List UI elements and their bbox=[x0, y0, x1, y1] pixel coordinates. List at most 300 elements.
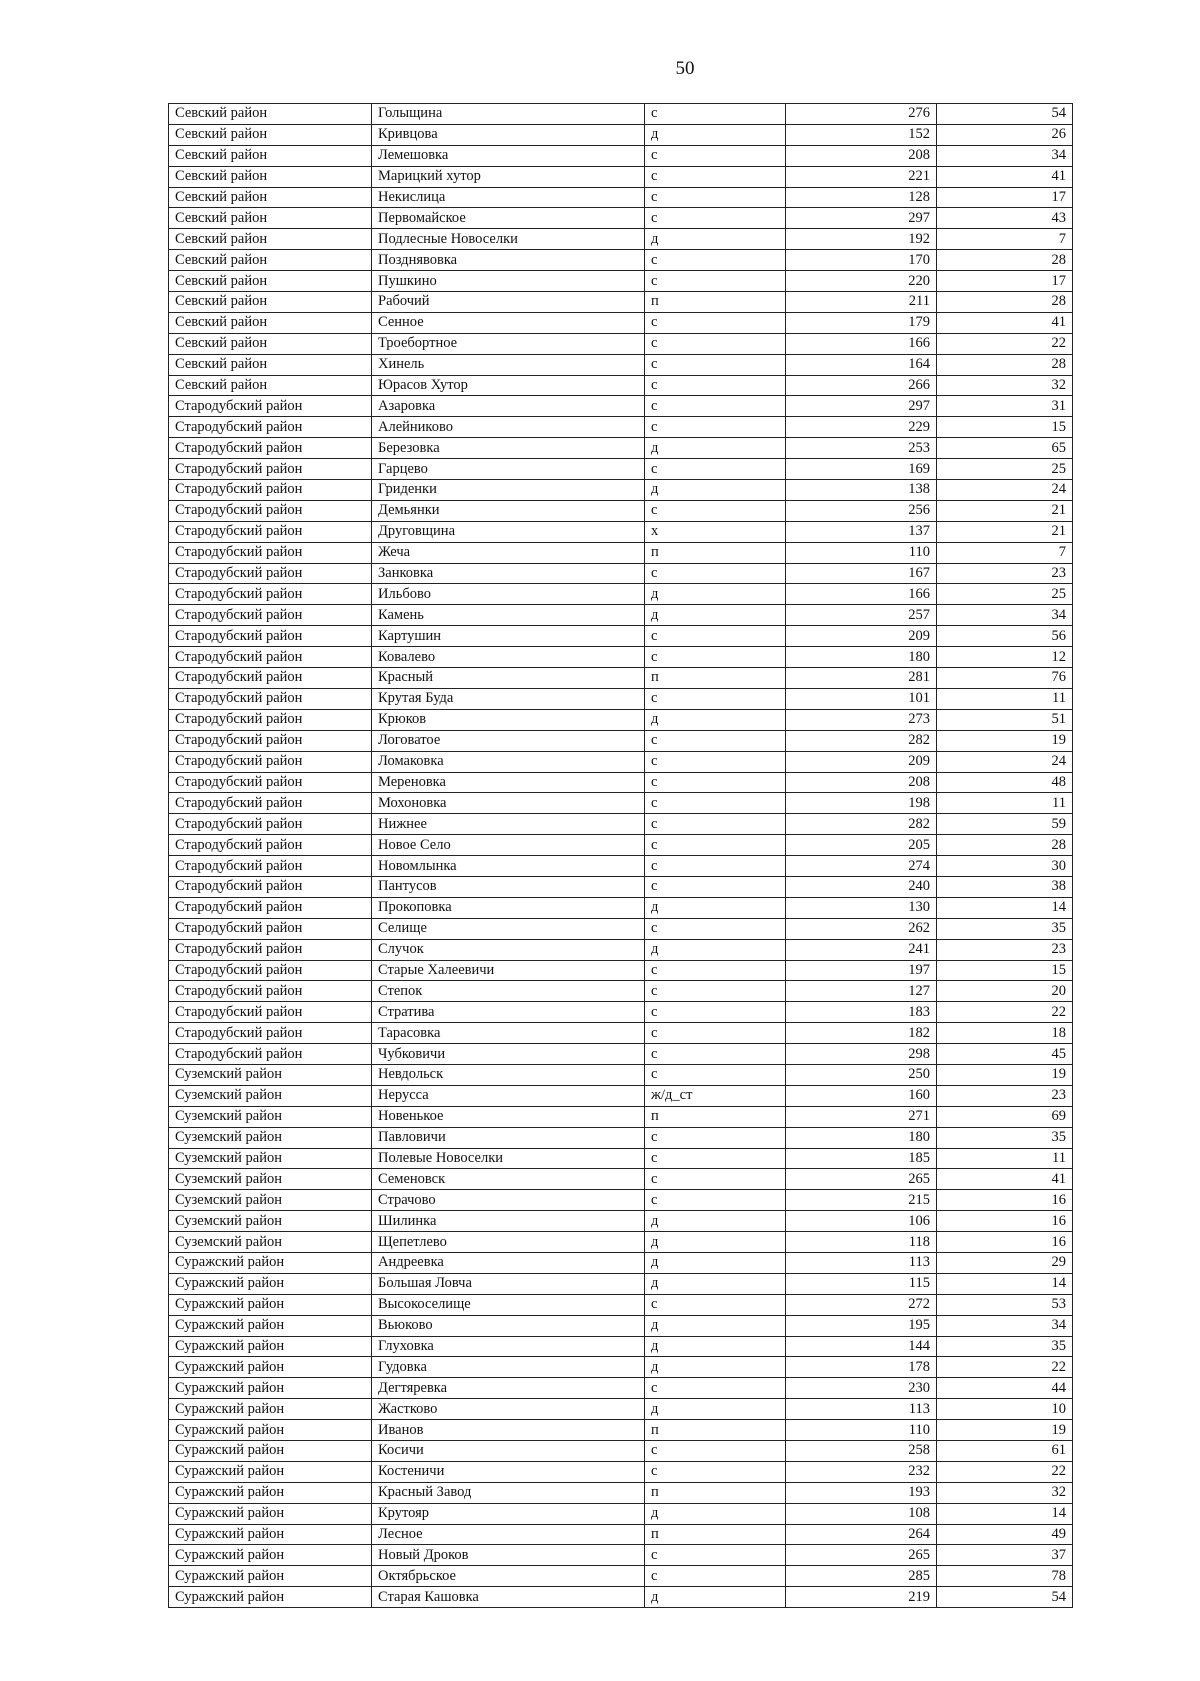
type-cell: с bbox=[645, 1566, 786, 1587]
district-cell: Севский район bbox=[169, 375, 372, 396]
type-cell: с bbox=[645, 1044, 786, 1065]
type-cell: д bbox=[645, 1273, 786, 1294]
table-row bbox=[169, 1315, 1073, 1336]
settlement-cell: Алейниково bbox=[372, 417, 645, 438]
value-2-cell: 34 bbox=[937, 1315, 1073, 1336]
value-2-cell: 17 bbox=[937, 187, 1073, 208]
type-cell: с bbox=[645, 1127, 786, 1148]
value-1-cell: 241 bbox=[786, 939, 937, 960]
value-2-cell: 11 bbox=[937, 688, 1073, 709]
district-cell: Стародубский район bbox=[169, 688, 372, 709]
settlement-cell: Андреевка bbox=[372, 1252, 645, 1273]
district-cell: Стародубский район bbox=[169, 605, 372, 626]
district-cell: Севский район bbox=[169, 354, 372, 375]
type-cell: с bbox=[645, 751, 786, 772]
table-row bbox=[169, 1524, 1073, 1545]
value-2-cell: 56 bbox=[937, 626, 1073, 647]
settlement-cell: Некислица bbox=[372, 187, 645, 208]
table-row bbox=[169, 292, 1073, 313]
table-row bbox=[169, 187, 1073, 208]
value-1-cell: 169 bbox=[786, 459, 937, 480]
district-cell: Суземский район bbox=[169, 1169, 372, 1190]
table-row bbox=[169, 312, 1073, 333]
settlement-cell: Мереновка bbox=[372, 772, 645, 793]
value-2-cell: 53 bbox=[937, 1294, 1073, 1315]
district-cell: Севский район bbox=[169, 333, 372, 354]
value-2-cell: 20 bbox=[937, 981, 1073, 1002]
value-2-cell: 41 bbox=[937, 1169, 1073, 1190]
type-cell: д bbox=[645, 709, 786, 730]
table-row bbox=[169, 208, 1073, 229]
value-1-cell: 166 bbox=[786, 333, 937, 354]
value-1-cell: 282 bbox=[786, 730, 937, 751]
type-cell: с bbox=[645, 250, 786, 271]
type-cell: с bbox=[645, 375, 786, 396]
district-cell: Севский район bbox=[169, 104, 372, 125]
type-cell: с bbox=[645, 417, 786, 438]
settlement-cell: Большая Ловча bbox=[372, 1273, 645, 1294]
table-row bbox=[169, 584, 1073, 605]
district-cell: Севский район bbox=[169, 145, 372, 166]
type-cell: с bbox=[645, 1064, 786, 1085]
type-cell: с bbox=[645, 1294, 786, 1315]
type-cell: с bbox=[645, 187, 786, 208]
type-cell: д bbox=[645, 605, 786, 626]
value-2-cell: 14 bbox=[937, 1273, 1073, 1294]
value-1-cell: 152 bbox=[786, 124, 937, 145]
type-cell: с bbox=[645, 793, 786, 814]
table-row bbox=[169, 981, 1073, 1002]
value-1-cell: 285 bbox=[786, 1566, 937, 1587]
table-row bbox=[169, 500, 1073, 521]
value-1-cell: 192 bbox=[786, 229, 937, 250]
settlement-cell: Жеча bbox=[372, 542, 645, 563]
district-cell: Стародубский район bbox=[169, 772, 372, 793]
value-1-cell: 182 bbox=[786, 1023, 937, 1044]
type-cell: с bbox=[645, 647, 786, 668]
table-row bbox=[169, 1106, 1073, 1127]
table-row bbox=[169, 1064, 1073, 1085]
table-row bbox=[169, 396, 1073, 417]
value-2-cell: 16 bbox=[937, 1211, 1073, 1232]
settlement-cell: Щепетлево bbox=[372, 1232, 645, 1253]
table-row bbox=[169, 124, 1073, 145]
value-1-cell: 128 bbox=[786, 187, 937, 208]
value-1-cell: 166 bbox=[786, 584, 937, 605]
district-cell: Суражский район bbox=[169, 1378, 372, 1399]
table-row bbox=[169, 876, 1073, 897]
value-1-cell: 298 bbox=[786, 1044, 937, 1065]
district-cell: Стародубский район bbox=[169, 793, 372, 814]
value-2-cell: 19 bbox=[937, 1420, 1073, 1441]
district-cell: Севский район bbox=[169, 292, 372, 313]
district-cell: Стародубский район bbox=[169, 480, 372, 501]
table-row bbox=[169, 1148, 1073, 1169]
value-1-cell: 208 bbox=[786, 772, 937, 793]
value-1-cell: 264 bbox=[786, 1524, 937, 1545]
district-cell: Стародубский район bbox=[169, 521, 372, 542]
settlement-cell: Новое Село bbox=[372, 835, 645, 856]
table-row bbox=[169, 1294, 1073, 1315]
type-cell: с bbox=[645, 1002, 786, 1023]
type-cell: с bbox=[645, 1148, 786, 1169]
district-cell: Стародубский район bbox=[169, 981, 372, 1002]
type-cell: д bbox=[645, 438, 786, 459]
value-1-cell: 265 bbox=[786, 1545, 937, 1566]
table-row bbox=[169, 145, 1073, 166]
settlement-cell: Селище bbox=[372, 918, 645, 939]
district-cell: Стародубский район bbox=[169, 1044, 372, 1065]
district-cell: Суземский район bbox=[169, 1211, 372, 1232]
value-2-cell: 11 bbox=[937, 1148, 1073, 1169]
settlement-cell: Старая Кашовка bbox=[372, 1587, 645, 1608]
value-2-cell: 25 bbox=[937, 584, 1073, 605]
value-1-cell: 219 bbox=[786, 1587, 937, 1608]
value-1-cell: 137 bbox=[786, 521, 937, 542]
type-cell: с bbox=[645, 333, 786, 354]
table-row bbox=[169, 1211, 1073, 1232]
settlement-cell: Новый Дроков bbox=[372, 1545, 645, 1566]
district-cell: Стародубский район bbox=[169, 1023, 372, 1044]
value-2-cell: 29 bbox=[937, 1252, 1073, 1273]
settlement-cell: Прокоповка bbox=[372, 897, 645, 918]
settlement-cell: Шилинка bbox=[372, 1211, 645, 1232]
table-row bbox=[169, 1336, 1073, 1357]
type-cell: с bbox=[645, 772, 786, 793]
value-1-cell: 265 bbox=[786, 1169, 937, 1190]
table-row bbox=[169, 730, 1073, 751]
type-cell: с bbox=[645, 104, 786, 125]
value-1-cell: 253 bbox=[786, 438, 937, 459]
type-cell: х bbox=[645, 521, 786, 542]
value-2-cell: 7 bbox=[937, 229, 1073, 250]
value-1-cell: 101 bbox=[786, 688, 937, 709]
value-2-cell: 19 bbox=[937, 1064, 1073, 1085]
table-body bbox=[169, 104, 1073, 1608]
settlement-cell: Березовка bbox=[372, 438, 645, 459]
value-2-cell: 15 bbox=[937, 417, 1073, 438]
settlement-cell: Стратива bbox=[372, 1002, 645, 1023]
table-row bbox=[169, 563, 1073, 584]
type-cell: д bbox=[645, 1336, 786, 1357]
value-1-cell: 195 bbox=[786, 1315, 937, 1336]
value-1-cell: 198 bbox=[786, 793, 937, 814]
settlement-cell: Нерусса bbox=[372, 1085, 645, 1106]
settlement-cell: Октябрьское bbox=[372, 1566, 645, 1587]
value-2-cell: 23 bbox=[937, 1085, 1073, 1106]
district-cell: Севский район bbox=[169, 208, 372, 229]
table-row bbox=[169, 1127, 1073, 1148]
table-row bbox=[169, 1252, 1073, 1273]
value-2-cell: 48 bbox=[937, 772, 1073, 793]
table-row bbox=[169, 1357, 1073, 1378]
district-cell: Стародубский район bbox=[169, 856, 372, 877]
table-row bbox=[169, 1023, 1073, 1044]
settlements-table bbox=[168, 103, 1073, 1608]
settlement-cell: Юрасов Хутор bbox=[372, 375, 645, 396]
settlement-cell: Крюков bbox=[372, 709, 645, 730]
district-cell: Суземский район bbox=[169, 1106, 372, 1127]
settlement-cell: Новенькое bbox=[372, 1106, 645, 1127]
value-1-cell: 205 bbox=[786, 835, 937, 856]
type-cell: с bbox=[645, 145, 786, 166]
settlement-cell: Лемешовка bbox=[372, 145, 645, 166]
settlement-cell: Кривцова bbox=[372, 124, 645, 145]
district-cell: Стародубский район bbox=[169, 918, 372, 939]
type-cell: п bbox=[645, 1524, 786, 1545]
settlement-cell: Мохоновка bbox=[372, 793, 645, 814]
type-cell: д bbox=[645, 1252, 786, 1273]
settlement-cell: Косичи bbox=[372, 1441, 645, 1462]
value-2-cell: 28 bbox=[937, 292, 1073, 313]
type-cell: с bbox=[645, 208, 786, 229]
district-cell: Суражский район bbox=[169, 1482, 372, 1503]
district-cell: Стародубский район bbox=[169, 500, 372, 521]
value-2-cell: 21 bbox=[937, 500, 1073, 521]
table-row bbox=[169, 271, 1073, 292]
district-cell: Стародубский район bbox=[169, 814, 372, 835]
type-cell: с bbox=[645, 876, 786, 897]
value-1-cell: 230 bbox=[786, 1378, 937, 1399]
district-cell: Севский район bbox=[169, 187, 372, 208]
settlement-cell: Картушин bbox=[372, 626, 645, 647]
settlement-cell: Тарасовка bbox=[372, 1023, 645, 1044]
value-2-cell: 22 bbox=[937, 333, 1073, 354]
table-row bbox=[169, 1169, 1073, 1190]
table-row bbox=[169, 814, 1073, 835]
type-cell: д bbox=[645, 1503, 786, 1524]
table-row bbox=[169, 647, 1073, 668]
table-row bbox=[169, 835, 1073, 856]
settlement-cell: Марицкий хутор bbox=[372, 166, 645, 187]
table-row bbox=[169, 354, 1073, 375]
value-1-cell: 193 bbox=[786, 1482, 937, 1503]
value-1-cell: 179 bbox=[786, 312, 937, 333]
value-2-cell: 10 bbox=[937, 1399, 1073, 1420]
value-2-cell: 54 bbox=[937, 1587, 1073, 1608]
table-row bbox=[169, 1420, 1073, 1441]
value-2-cell: 14 bbox=[937, 897, 1073, 918]
type-cell: с bbox=[645, 459, 786, 480]
table-row bbox=[169, 1482, 1073, 1503]
value-1-cell: 274 bbox=[786, 856, 937, 877]
value-2-cell: 22 bbox=[937, 1461, 1073, 1482]
value-1-cell: 257 bbox=[786, 605, 937, 626]
value-1-cell: 138 bbox=[786, 480, 937, 501]
settlement-cell: Чубковичи bbox=[372, 1044, 645, 1065]
value-1-cell: 113 bbox=[786, 1399, 937, 1420]
value-1-cell: 276 bbox=[786, 104, 937, 125]
value-2-cell: 16 bbox=[937, 1190, 1073, 1211]
type-cell: п bbox=[645, 1420, 786, 1441]
value-2-cell: 22 bbox=[937, 1357, 1073, 1378]
type-cell: д bbox=[645, 229, 786, 250]
district-cell: Севский район bbox=[169, 271, 372, 292]
settlement-cell: Пушкино bbox=[372, 271, 645, 292]
district-cell: Севский район bbox=[169, 166, 372, 187]
value-1-cell: 282 bbox=[786, 814, 937, 835]
settlement-cell: Глуховка bbox=[372, 1336, 645, 1357]
settlement-cell: Иванов bbox=[372, 1420, 645, 1441]
settlement-cell: Случок bbox=[372, 939, 645, 960]
district-cell: Стародубский район bbox=[169, 1002, 372, 1023]
value-1-cell: 271 bbox=[786, 1106, 937, 1127]
value-2-cell: 38 bbox=[937, 876, 1073, 897]
value-1-cell: 115 bbox=[786, 1273, 937, 1294]
value-2-cell: 35 bbox=[937, 918, 1073, 939]
type-cell: с bbox=[645, 354, 786, 375]
district-cell: Стародубский район bbox=[169, 563, 372, 584]
table-row bbox=[169, 1399, 1073, 1420]
district-cell: Стародубский район bbox=[169, 647, 372, 668]
table-row bbox=[169, 793, 1073, 814]
table-row bbox=[169, 1273, 1073, 1294]
type-cell: п bbox=[645, 1482, 786, 1503]
value-1-cell: 164 bbox=[786, 354, 937, 375]
settlement-cell: Красный bbox=[372, 668, 645, 689]
settlement-cell: Полевые Новоселки bbox=[372, 1148, 645, 1169]
settlement-cell: Страчово bbox=[372, 1190, 645, 1211]
district-cell: Суражский район bbox=[169, 1503, 372, 1524]
settlement-cell: Логоватое bbox=[372, 730, 645, 751]
district-cell: Севский район bbox=[169, 229, 372, 250]
table-row bbox=[169, 459, 1073, 480]
type-cell: п bbox=[645, 668, 786, 689]
table-row bbox=[169, 897, 1073, 918]
settlement-cell: Крутояр bbox=[372, 1503, 645, 1524]
value-1-cell: 262 bbox=[786, 918, 937, 939]
table-row bbox=[169, 375, 1073, 396]
type-cell: п bbox=[645, 292, 786, 313]
table-row bbox=[169, 417, 1073, 438]
value-2-cell: 59 bbox=[937, 814, 1073, 835]
value-2-cell: 12 bbox=[937, 647, 1073, 668]
table-row bbox=[169, 1545, 1073, 1566]
value-2-cell: 34 bbox=[937, 605, 1073, 626]
settlement-cell: Хинель bbox=[372, 354, 645, 375]
settlement-cell: Невдольск bbox=[372, 1064, 645, 1085]
table-row bbox=[169, 229, 1073, 250]
district-cell: Стародубский район bbox=[169, 730, 372, 751]
type-cell: с bbox=[645, 835, 786, 856]
table-row bbox=[169, 626, 1073, 647]
value-2-cell: 35 bbox=[937, 1336, 1073, 1357]
value-2-cell: 32 bbox=[937, 375, 1073, 396]
value-1-cell: 273 bbox=[786, 709, 937, 730]
settlement-cell: Подлесные Новоселки bbox=[372, 229, 645, 250]
type-cell: д bbox=[645, 480, 786, 501]
value-2-cell: 69 bbox=[937, 1106, 1073, 1127]
table-row bbox=[169, 1441, 1073, 1462]
type-cell: д bbox=[645, 1232, 786, 1253]
settlement-cell: Новомлынка bbox=[372, 856, 645, 877]
table-row bbox=[169, 751, 1073, 772]
value-2-cell: 49 bbox=[937, 1524, 1073, 1545]
settlement-cell: Ильбово bbox=[372, 584, 645, 605]
type-cell: с bbox=[645, 563, 786, 584]
value-2-cell: 35 bbox=[937, 1127, 1073, 1148]
type-cell: д bbox=[645, 1211, 786, 1232]
settlement-cell: Лесное bbox=[372, 1524, 645, 1545]
value-2-cell: 16 bbox=[937, 1232, 1073, 1253]
district-cell: Суражский район bbox=[169, 1587, 372, 1608]
district-cell: Стародубский район bbox=[169, 584, 372, 605]
value-1-cell: 266 bbox=[786, 375, 937, 396]
value-1-cell: 113 bbox=[786, 1252, 937, 1273]
district-cell: Суражский район bbox=[169, 1399, 372, 1420]
table-row bbox=[169, 772, 1073, 793]
settlement-cell: Вьюково bbox=[372, 1315, 645, 1336]
type-cell: с bbox=[645, 312, 786, 333]
value-2-cell: 26 bbox=[937, 124, 1073, 145]
table-row bbox=[169, 438, 1073, 459]
value-2-cell: 78 bbox=[937, 1566, 1073, 1587]
page-number: 50 bbox=[675, 58, 695, 79]
settlement-cell: Гриденки bbox=[372, 480, 645, 501]
district-cell: Стародубский район bbox=[169, 459, 372, 480]
district-cell: Стародубский район bbox=[169, 417, 372, 438]
value-1-cell: 185 bbox=[786, 1148, 937, 1169]
value-1-cell: 208 bbox=[786, 145, 937, 166]
settlement-cell: Нижнее bbox=[372, 814, 645, 835]
value-2-cell: 23 bbox=[937, 939, 1073, 960]
value-1-cell: 183 bbox=[786, 1002, 937, 1023]
type-cell: с bbox=[645, 1378, 786, 1399]
district-cell: Суземский район bbox=[169, 1064, 372, 1085]
district-cell: Суражский район bbox=[169, 1252, 372, 1273]
type-cell: с bbox=[645, 688, 786, 709]
value-1-cell: 232 bbox=[786, 1461, 937, 1482]
settlement-cell: Друговщина bbox=[372, 521, 645, 542]
type-cell: д bbox=[645, 124, 786, 145]
type-cell: с bbox=[645, 1461, 786, 1482]
value-1-cell: 170 bbox=[786, 250, 937, 271]
value-2-cell: 17 bbox=[937, 271, 1073, 292]
table-row bbox=[169, 605, 1073, 626]
district-cell: Стародубский район bbox=[169, 835, 372, 856]
type-cell: ж/д_ст bbox=[645, 1085, 786, 1106]
type-cell: с bbox=[645, 960, 786, 981]
settlement-cell: Троебортное bbox=[372, 333, 645, 354]
district-cell: Стародубский район bbox=[169, 939, 372, 960]
table-row bbox=[169, 709, 1073, 730]
value-2-cell: 28 bbox=[937, 250, 1073, 271]
value-1-cell: 108 bbox=[786, 1503, 937, 1524]
value-2-cell: 44 bbox=[937, 1378, 1073, 1399]
settlement-cell: Рабочий bbox=[372, 292, 645, 313]
table-row bbox=[169, 939, 1073, 960]
value-1-cell: 127 bbox=[786, 981, 937, 1002]
district-cell: Суражский район bbox=[169, 1420, 372, 1441]
type-cell: с bbox=[645, 918, 786, 939]
settlement-cell: Позднявовка bbox=[372, 250, 645, 271]
district-cell: Суражский район bbox=[169, 1545, 372, 1566]
district-cell: Стародубский район bbox=[169, 960, 372, 981]
table-row bbox=[169, 918, 1073, 939]
settlement-cell: Гарцево bbox=[372, 459, 645, 480]
table-row bbox=[169, 1190, 1073, 1211]
value-2-cell: 41 bbox=[937, 312, 1073, 333]
district-cell: Стародубский район bbox=[169, 751, 372, 772]
district-cell: Суражский район bbox=[169, 1357, 372, 1378]
district-cell: Севский район bbox=[169, 312, 372, 333]
district-cell: Суражский район bbox=[169, 1461, 372, 1482]
settlement-cell: Семеновск bbox=[372, 1169, 645, 1190]
settlement-cell: Павловичи bbox=[372, 1127, 645, 1148]
value-1-cell: 209 bbox=[786, 751, 937, 772]
type-cell: с bbox=[645, 626, 786, 647]
value-2-cell: 28 bbox=[937, 835, 1073, 856]
